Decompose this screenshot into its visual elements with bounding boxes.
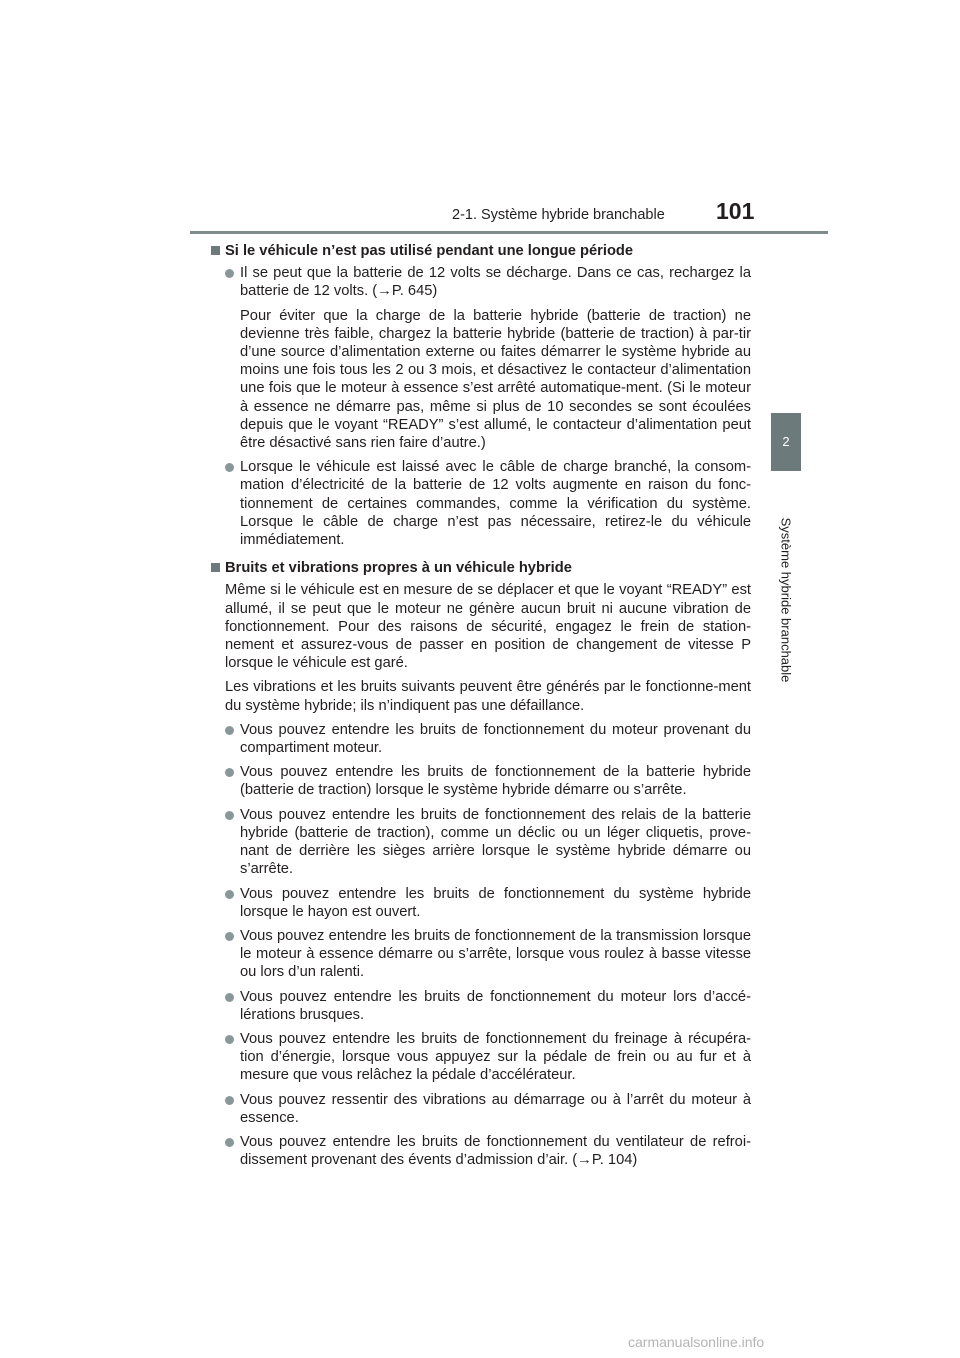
- page-number: 101: [716, 198, 755, 224]
- chapter-tab: 2: [771, 413, 801, 471]
- list-item: [211, 885, 751, 921]
- list-item: [211, 1030, 751, 1085]
- watermark-link[interactable]: carmanualsonline.info: [628, 1334, 765, 1350]
- list-item: [211, 721, 751, 757]
- list-item: [211, 806, 751, 879]
- list-item: [211, 458, 751, 549]
- paragraph: Même si le véhicule est en mesure de se déplacer et que le voyant “READY” est allumé, il se peut que le moteur ne génère aucun bruit ni aucune vibration de fonctionnement. Pour des raisons de sécurité, engagez le frein de station-nement et assurez-vous de passer en position de changement de vitesse P lorsque le véhicule est garé.: [225, 582, 751, 672]
- list-item-text: Vous pouvez entendre les bruits de fonctionnement du système hybride lorsque le hayon est ouvert.: [240, 885, 751, 920]
- circle-bullet-icon: [225, 1035, 234, 1044]
- paragraph: Les vibrations et les bruits suivants peuvent être générés par le fonctionne-ment du système hybride; ils n’indiquent pas une défaillance.: [225, 679, 751, 714]
- circle-bullet-icon: [225, 890, 234, 899]
- circle-bullet-icon: [225, 932, 234, 941]
- chapter-title-vertical: Système hybride branchable: [778, 517, 794, 683]
- circle-bullet-icon: [225, 993, 234, 1002]
- list-item: [211, 927, 751, 982]
- circle-bullet-icon: [225, 811, 234, 820]
- section-heading-text: Bruits et vibrations propres à un véhicule hybride: [225, 560, 572, 577]
- list-item: [211, 763, 751, 799]
- section-heading: [211, 242, 751, 260]
- list-item-text: Vous pouvez entendre les bruits de fonctionnement des relais de la batterie hybride (batterie de traction), comme un déclic ou un léger cliquetis, prove-nant de derrière les sièges arrière lorsque le système hybride démarre ou s’arrête.: [240, 806, 751, 878]
- list-item-text: Vous pouvez entendre les bruits de fonctionnement de la batterie hybride (batterie de traction) lorsque le système hybride démarre ou s’arrête.: [240, 764, 751, 799]
- list-item-text: Vous pouvez entendre les bruits de fonctionnement du freinage à récupéra-tion d’énergie, lorsque vous appuyez sur la pédale de frein ou au fur et à mesure que vous relâchez la pédale d’accélérateur.: [240, 1030, 751, 1084]
- header-section-title: 2-1. Système hybride branchable: [452, 207, 665, 223]
- section-heading: [211, 559, 751, 577]
- list-item-text: Lorsque le véhicule est laissé avec le câble de charge branché, la consom-mation d’électricité de la batterie de 12 volts augmente en raison du fonc-tionnement de certaines commandes, comme la vérification du système. Lorsque le câble de charge n’est pas nécessaire, retirez-le du véhicule immédiatement.: [240, 459, 751, 549]
- list-item-subparagraph: Pour éviter que la charge de la batterie hybride (batterie de traction) ne devienne très faible, chargez la batterie hybride (batterie de traction) à par-tir d’une source d’alimentation externe ou faites démarrer le système hybride au moins une fois tous les 2 ou 3 mois, et désactivez le contacteur d’alimentation une fois que le moteur à essence s’est arrêté automatique-ment. (Si le moteur à essence ne démarre pas, même si plus de 10 secondes se sont écoulées depuis que le voyant “READY” s’est allumé, le contacteur d’alimentation peut être désactivé sans rien faire d’autre.): [240, 307, 751, 452]
- circle-bullet-icon: [225, 1096, 234, 1105]
- header-rule: [190, 231, 828, 234]
- list-item: [211, 1091, 751, 1127]
- section-heading-text: Si le véhicule n’est pas utilisé pendant une longue période: [225, 243, 634, 259]
- list-item-text: Vous pouvez ressentir des vibrations au démarrage ou à l’arrêt du moteur à essence.: [240, 1091, 751, 1126]
- list-item: [211, 1133, 751, 1169]
- circle-bullet-icon: [225, 269, 234, 278]
- list-item: [211, 264, 751, 300]
- circle-bullet-icon: [225, 726, 234, 735]
- circle-bullet-icon: [225, 463, 234, 472]
- list-item-text: Vous pouvez entendre les bruits de fonctionnement du moteur provenant du compartiment moteur.: [240, 721, 751, 757]
- circle-bullet-icon: [225, 1138, 234, 1147]
- list-item-text: Vous pouvez entendre les bruits de fonctionnement du ventilateur de refroi-dissement provenant des évents d’admission d’air. (→P. 104): [240, 1133, 751, 1169]
- list-item-text: Il se peut que la batterie de 12 volts se décharge. Dans ce cas, rechargez la batterie de 12 volts. (→P. 645): [240, 265, 751, 300]
- page-content: [211, 242, 751, 1175]
- circle-bullet-icon: [225, 768, 234, 777]
- square-bullet-icon: [211, 246, 220, 255]
- list-item: [211, 988, 751, 1024]
- list-item-text: Vous pouvez entendre les bruits de fonctionnement du moteur lors d’accé-lérations brusques.: [240, 988, 751, 1023]
- square-bullet-icon: [211, 563, 220, 572]
- list-item-text: Vous pouvez entendre les bruits de fonctionnement de la transmission lorsque le moteur à essence démarre ou s’arrête, lorsque vous roulez à basse vitesse ou lors d’un ralenti.: [240, 927, 751, 981]
